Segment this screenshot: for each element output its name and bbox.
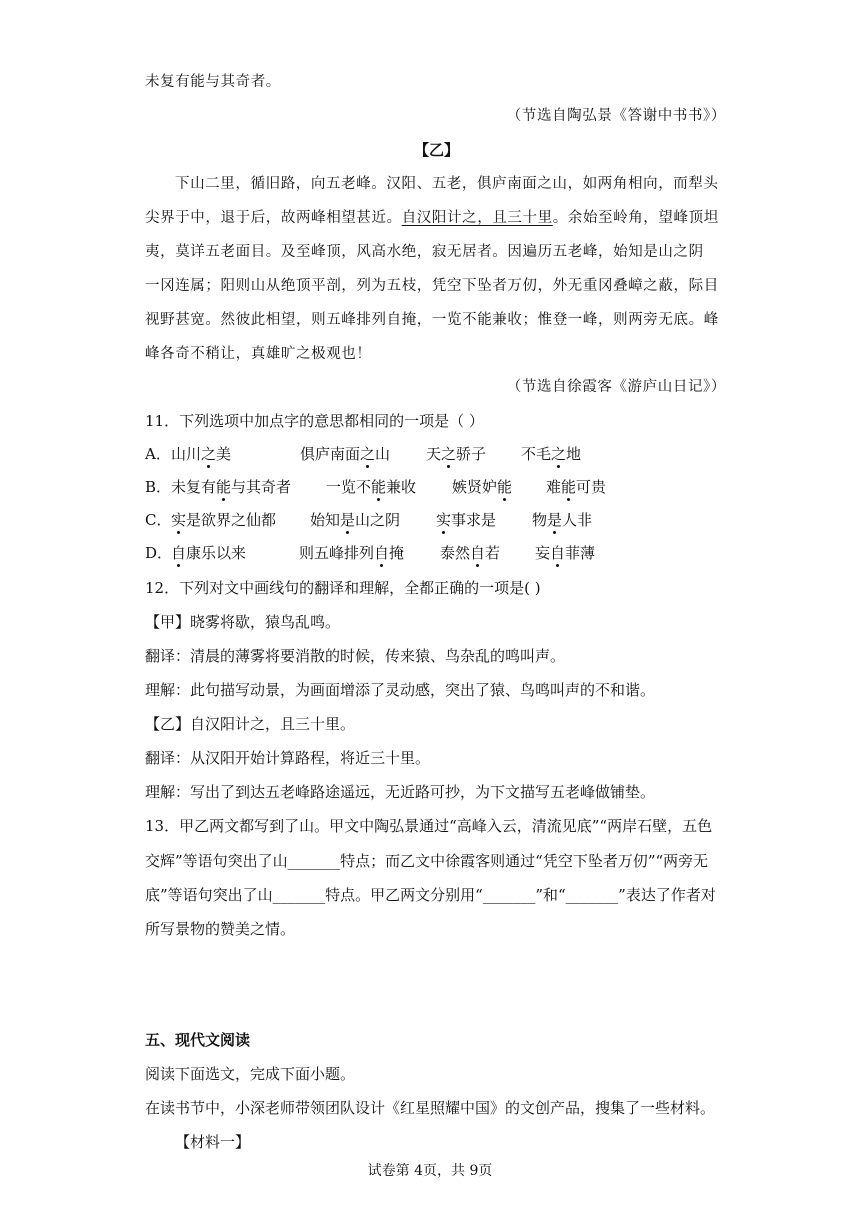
page-footer: 试卷第 4页，共 9页 [367,1163,493,1179]
q12-jia-translation: 翻译：清晨的薄雾将要消散的时候，传来猿、鸟杂乱的鸣叫声。 [145,647,566,665]
q13-line-2: 交辉”等语句突出了山_______特点；而乙文中徐霞客则通过“凭空下坠者万仞”“两旁无 [145,852,709,870]
passage-yi-line-6: 峰各奇不稍让，真雄旷之极观也！ [145,346,372,362]
q11-option-c-label: C． [145,511,172,529]
dotted-char: 实 [171,511,187,529]
q13-line-3: 底”等语句突出了山_______特点。甲乙两文分别用“_______”和“_______”表达了作者对 [145,886,716,904]
q12-yi-sentence: 【乙】自汉阳计之，且三十里。 [145,715,356,733]
dotted-char: 能 [216,478,232,496]
q12-yi-understanding: 理解：写出了到达五老峰路途遥远，无近路可抄，为下文描写五老峰做铺垫。 [145,783,656,801]
q11-option-c-item-4: 物是人非 [532,511,593,529]
passage-yi-line-2-post: 。余始至岭角，望峰顶坦 [552,210,719,226]
dotted-char: 能 [497,478,513,496]
q11-option-d-item-2: 则五峰排列自掩 [299,544,405,562]
dotted-char: 能 [371,478,387,496]
q11-option-d-item-4: 妄自菲薄 [535,544,596,562]
passage-yi-line-5: 视野甚宽。然彼此相望，则五峰排列自掩，一览不能兼收；惟登一峰，则两旁无底。峰 [145,312,719,328]
dotted-char: 自 [550,544,566,562]
q11-option-b-item-1: 未复有能与其奇者 [171,478,292,496]
q11-option-a-label: A． [145,445,171,463]
dotted-char: 之 [360,445,376,463]
passage-yi-line-2-pre: 尖界于中，退于后，故两峰相望甚近。 [145,210,402,226]
material-1-title: 【材料一】 [175,1133,251,1151]
q11-option-c-item-3: 实事求是 [436,511,497,529]
q11-option-d-item-3: 泰然自若 [440,544,501,562]
q11-option-a-item-1: 山川之美 [171,445,232,463]
dotted-char: 是 [340,511,356,529]
source-yi: （节选自徐霞客《游庐山日记》） [506,379,726,395]
q12-yi-translation: 翻译：从汉阳开始计算路程，将近三十里。 [145,749,431,767]
q13-line-1: 13．甲乙两文都写到了山。甲文中陶弘景通过“高峰入云，清流见底”“两岸石壁，五色 [145,817,713,835]
q11-option-c-item-2: 始知是山之阴 [310,511,401,529]
q11-option-d-label: D． [145,544,173,562]
section-5-heading: 五、现代文阅读 [145,1031,251,1049]
passage-yi-line-4: 一冈连属；阳则山从绝顶平剖，列为五枝，凭空下坠者万仞，外无重冈叠嶂之蔽，际目 [145,278,719,294]
q11-option-a-item-2: 俱庐南面之山 [300,445,391,463]
q11-option-b-item-2: 一览不能兼收 [326,478,417,496]
dotted-char: 自 [470,544,486,562]
passage-yi-title: 【乙】 [414,141,460,159]
dotted-char: 自 [171,544,187,562]
passage-jia-last-line: 未复有能与其奇者。 [145,74,281,90]
q11-option-d-item-1: 自康乐以来 [171,544,247,562]
dotted-char: 是 [547,511,563,529]
q11-option-a-item-3: 天之骄子 [426,445,487,463]
q11-option-a-item-4: 不毛之地 [521,445,582,463]
source-jia: （节选自陶弘景《答谢中书书》） [506,108,726,124]
dotted-char: 之 [551,445,567,463]
q11-option-b-item-4: 难能可贵 [546,478,607,496]
dotted-char: 之 [441,445,457,463]
q12-jia-understanding: 理解：此句描写动景，为画面增添了灵动感，突出了猿、鸟鸣叫声的不和谐。 [145,681,656,699]
q11-stem: 11．下列选项中加点字的意思都相同的一项是（ ） [145,412,484,430]
underlined-sentence-yi: 自汉阳计之，且三十里 [401,210,553,226]
dotted-char: 之 [201,445,217,463]
section-5-intro: 在读书节中，小深老师带领团队设计《红星照耀中国》的文创产品，搜集了一些材料。 [145,1099,716,1117]
q11-option-b-item-3: 嫉贤妒能 [452,478,513,496]
q12-jia-sentence: 【甲】晓雾将歇，猿鸟乱鸣。 [145,613,341,631]
q13-line-4: 所写景物的赞美之情。 [145,920,296,938]
q11-option-b-label: B． [145,478,172,496]
q12-stem: 12．下列对文中画线句的翻译和理解，全都正确的一项是( ) [145,579,541,597]
dotted-char: 能 [561,478,577,496]
dotted-char: 实 [436,511,452,529]
passage-yi-line-2 [145,208,719,228]
passage-yi-line-3: 夷，莫详五老面目。及至峰顶，风高水绝，寂无居者。因遍历五老峰，始知是山之阴 [145,244,704,260]
q11-option-c-item-1: 实是欲界之仙都 [171,511,277,529]
dotted-char: 自 [374,544,390,562]
passage-yi-line-1: 下山二里，循旧路，向五老峰。汉阳、五老，俱庐南面之山，如两角相向，而犁头 [175,176,719,192]
section-5-instruction: 阅读下面选文，完成下面小题。 [145,1065,356,1083]
